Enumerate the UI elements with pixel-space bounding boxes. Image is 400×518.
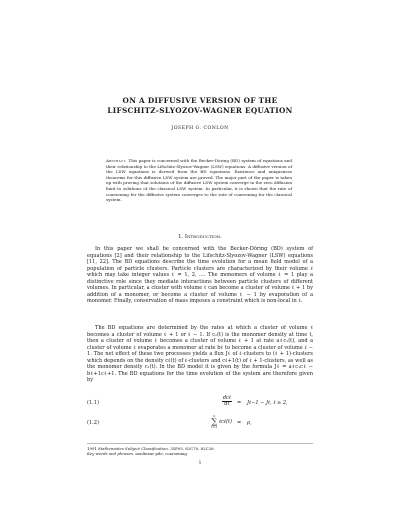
- derivative-fraction: [222, 396, 232, 407]
- equation-relation: =: [237, 400, 242, 406]
- equation-number: (1.1): [87, 400, 99, 406]
- summation: [211, 414, 217, 429]
- section-title: Introduction.: [184, 234, 222, 240]
- equation-lhs: [182, 396, 232, 407]
- body-paragraph-2: [87, 325, 313, 384]
- section-number: 1.: [178, 234, 184, 240]
- paper-title: [40, 96, 360, 116]
- equation-1-2: [87, 414, 313, 428]
- footnote-rule: [87, 443, 313, 444]
- sum-lower-limit: ℓ=1: [211, 425, 218, 429]
- msc-label: Mathematics Subject Classification.: [98, 446, 169, 451]
- page-number: 1: [198, 461, 202, 466]
- keywords-text: nonlinear pde, coarsening.: [135, 451, 189, 456]
- msc-year: 1991: [87, 446, 97, 451]
- equation-relation: =: [237, 420, 242, 426]
- abstract-text: This paper is concerned with the Becker-Döring (BD) system of equations and their relationship to the Lifschitz-Slyozov-Wagner (LSW) equations. A diffusive version of the LSW equations is derived from the BD equations. Existence and uniqueness theorems for this diffusive LSW system are proved. The major part of the paper is taken up with proving that solutions of the diffusive LSW system converge in the zero diffusion limit to solutions of the classical LSW system. In particular, it is shown that the rate of coarsening for the diffusive system converges to the rate of coarsening for the classical system.: [106, 158, 292, 203]
- paragraph-text: In this paper we shall be concerned with the Becker-Döring (BD) system of equations [2] and their relationship to the Lifschitz-Slyozov-Wagner (LSW) equations [11, 22]. The BD equations describe the time evolution for a mean field model of a population of particle clusters. Particle clusters are characterized by their volume ℓ which may take integer values ℓ = 1, 2, .... The monomers of volume ℓ = 1 play a distinctive role since they mediate interactions between particle clusters of different volumes. In particular, a cluster with volume ℓ can become a cluster of volume ℓ + 1 by addition of a monomer, or become a cluster of volume ℓ − 1 by evaporation of a monomer. Finally, conservation of mass imposes a constraint which is non-local in ℓ.: [87, 246, 313, 304]
- equation-lhs: [182, 414, 232, 429]
- equation-1-1: [87, 396, 313, 410]
- sum-upper-limit: ∞: [212, 414, 216, 418]
- keywords-label: Key words and phrases.: [87, 451, 135, 456]
- equation-rhs: Jℓ−1 − Jℓ, ℓ ≥ 2,: [247, 400, 288, 406]
- equation-rhs: ρ,: [247, 420, 252, 426]
- msc-codes: 35F05, 82C70, 82C26.: [170, 446, 215, 451]
- fraction-denominator: dt: [224, 401, 230, 407]
- body-paragraph-1: [87, 246, 313, 305]
- footnote-keywords: [87, 451, 313, 456]
- title-line-1: ON A DIFFUSIVE VERSION OF THE: [122, 96, 278, 105]
- abstract: [106, 158, 292, 203]
- equation-number: (1.2): [87, 420, 99, 426]
- fraction-numerator: dcℓ: [222, 395, 231, 401]
- section-heading: [40, 234, 360, 240]
- author-name: JOSEPH G. CONLON: [171, 126, 229, 131]
- abstract-label: Abstract.: [106, 158, 128, 163]
- title-line-2: LIFSCHITZ-SLYOZOV-WAGNER EQUATION: [107, 106, 293, 115]
- sigma-symbol: ∑: [211, 417, 218, 426]
- paragraph-text: The BD equations are determined by the rates at which a cluster of volume ℓ becomes a cluster of volume ℓ + 1 or ℓ − 1. If c₁(t) is the monomer density at time t, then a cluster of volume ℓ becomes a cluster of volume ℓ + 1 at rate aℓc₁(t), and a cluster of volume ℓ evaporates a monomer at rate bℓ to become a cluster of volume ℓ − 1. The net effect of these two processes yields a flux Jℓ of ℓ-clusters to (ℓ + 1)-clusters which depends on the density cℓ(t) of ℓ-clusters and cℓ+1(t) of ℓ + 1-clusters, as well as the monomer density c₁(t). In the BD model it is given by the formula Jℓ = aℓc₁cℓ − bℓ+1cℓ+1. The BD equations for the time evolution of the system are therefore given by: [87, 325, 313, 383]
- sum-term: ℓcℓ(t): [219, 419, 232, 425]
- footnote: [87, 446, 313, 456]
